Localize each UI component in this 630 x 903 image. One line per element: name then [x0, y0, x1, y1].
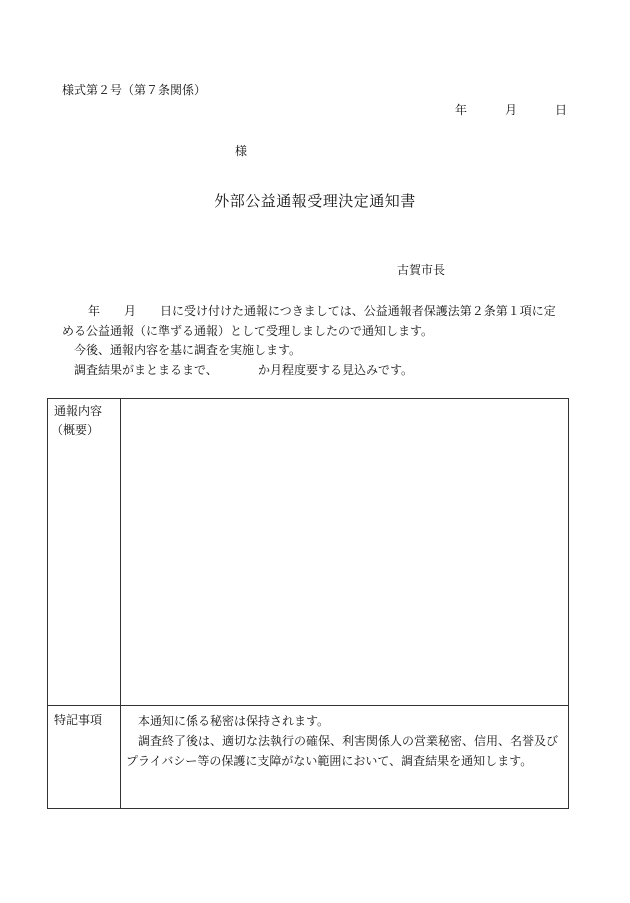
addressee-suffix: 様 — [235, 144, 248, 158]
report-summary-label: （概要） — [51, 423, 100, 437]
duration-prefix: 調査結果がまとまるまで、 — [74, 363, 218, 377]
date-day-label: 日 — [555, 103, 568, 117]
received-day-text: 日に受け付けた通報につきましては、公益通報者保護法第２条第１項に定 — [160, 304, 556, 318]
received-year-label: 年 — [88, 304, 101, 318]
notification-table — [47, 398, 569, 809]
document-title: 外部公益通報受理決定通知書 — [214, 192, 416, 210]
report-content-row — [48, 399, 568, 706]
column-divider — [120, 705, 121, 808]
remarks-line-1: 本通知に係る秘密は保持されます。 — [126, 714, 330, 728]
date-month-label: 月 — [505, 103, 518, 117]
remarks-line-3: プライバシー等の保護に支障がない範囲において、調査結果を通知します。 — [126, 754, 533, 768]
body-line-3: 今後、通報内容を基に調査を実施します。 — [74, 343, 302, 357]
date-year-label: 年 — [455, 103, 468, 117]
form-number: 様式第２号（第７条関係） — [62, 83, 207, 97]
duration-suffix: か月程度要する見込みです。 — [258, 363, 414, 377]
received-month-label: 月 — [124, 304, 137, 318]
body-line-2: める公益通報（に準ずる通報）として受理しましたので通知します。 — [62, 324, 434, 338]
remarks-text — [126, 711, 558, 771]
remarks-label: 特記事項 — [54, 713, 103, 727]
report-content-label: 通報内容 — [54, 404, 103, 418]
column-divider — [120, 399, 121, 705]
remarks-row — [48, 705, 568, 808]
remarks-line-2: 調査終了後は、適切な法執行の確保、利害関係人の営業秘密、信用、名誉及び — [126, 734, 559, 748]
issuer: 古賀市長 — [397, 263, 446, 277]
